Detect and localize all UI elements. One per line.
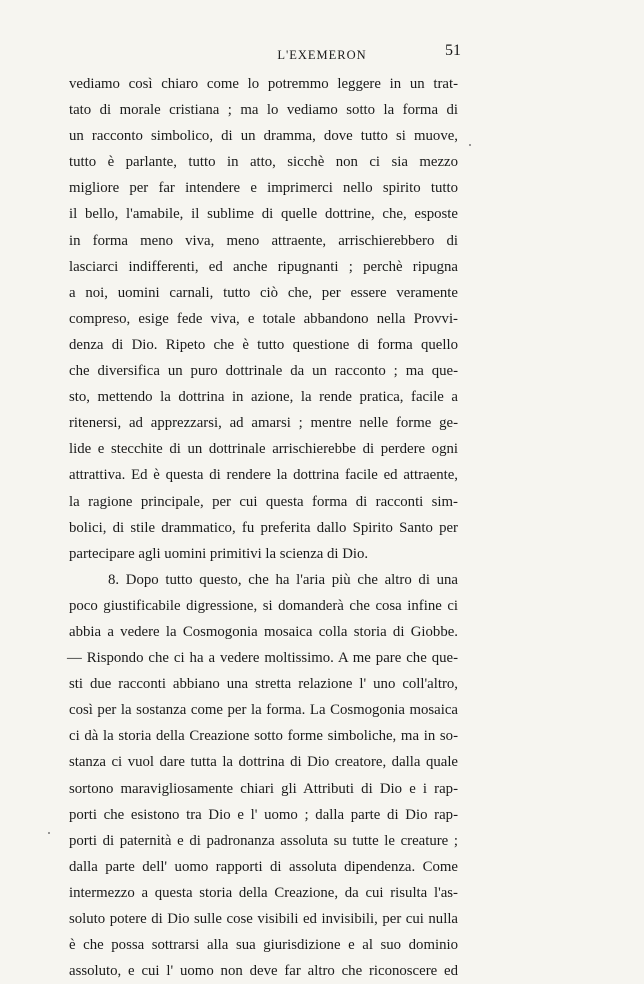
text-line: porti di paternità e di padronanza assoluta su tutte le creature ; — [69, 832, 458, 849]
text-line: assoluto, e cui l' uomo non deve far altro che riconoscere ed — [69, 963, 458, 980]
text-line: tato di morale cristiana ; ma lo vediamo sotto la forma di — [69, 102, 458, 119]
text-line: poco giustificabile digressione, si domanderà che cosa infine ci — [69, 597, 458, 614]
text-line: compreso, esige fede viva, e totale abbandono nella Provvi- — [69, 310, 458, 327]
paragraph-end-line: partecipare agli uomini primitivi la scienza di Dio. — [69, 545, 369, 562]
text-line: il bello, l'amabile, il sublime di quelle dottrine, che, esposte — [69, 206, 458, 223]
text-line: dalla parte dell' uomo rapporti di assoluta dipendenza. Come — [69, 858, 458, 875]
body-text — [69, 71, 458, 984]
text-line: un racconto simbolico, di un dramma, dove tutto si muove, — [69, 128, 458, 145]
text-line: migliore per far intendere e imprimerci nello spirito tutto — [69, 180, 458, 197]
text-line: intermezzo a questa storia della Creazione, da cui risulta l'as- — [69, 884, 458, 901]
print-speck — [48, 832, 50, 834]
running-title: L'EXEMERON — [277, 48, 367, 62]
text-line: sti due racconti abbiano una stretta relazione l' uno coll'altro, — [69, 676, 458, 693]
print-speck — [469, 144, 471, 146]
text-line: porti che esistono tra Dio e l' uomo ; dalla parte di Dio rap- — [69, 806, 458, 823]
page-number: 51 — [445, 42, 461, 59]
text-line: ci dà la storia della Creazione sotto forme simboliche, ma in so- — [69, 728, 458, 745]
text-line: la ragione principale, per cui questa forma di racconti sim- — [69, 493, 458, 510]
section-start-line: 8. Dopo tutto questo, che ha l'aria più che altro di una — [108, 571, 458, 588]
text-line: sortono maravigliosamente chiari gli Attributi di Dio e i rap- — [69, 780, 458, 797]
text-line: a noi, uomini carnali, tutto ciò che, per essere veramente — [69, 284, 458, 301]
text-line: che diversifica un puro dottrinale da un racconto ; ma que- — [69, 363, 458, 380]
text-line: abbia a vedere la Cosmogonia mosaica colla storia di Giobbe. — [69, 623, 458, 640]
text-line: bolici, di stile drammatico, fu preferita dallo Spirito Santo per — [69, 519, 458, 536]
text-line: così per la sostanza come per la forma. La Cosmogonia mosaica — [69, 702, 458, 719]
text-line: — Rispondo che ci ha a vedere moltissimo. A me pare che que- — [67, 650, 458, 667]
text-line: soluto potere di Dio sulle cose visibili ed invisibili, per cui nulla — [69, 911, 458, 927]
text-line: stanza ci vuol dare tutta la dottrina di Dio creatore, dalla quale — [69, 754, 458, 771]
text-line: in forma meno viva, meno attraente, arrischierebbero di — [69, 232, 458, 249]
text-line: vediamo così chiaro come lo potremmo leggere in un trat- — [69, 76, 458, 92]
text-line: ritenersi, ad apprezzarsi, ad amarsi ; mentre nelle forme ge- — [69, 415, 458, 432]
text-line: lasciarci indifferenti, ed anche ripugnanti ; perchè ripugna — [69, 258, 458, 275]
text-line: attrattiva. Ed è questa di rendere la dottrina facile ed attraente, — [69, 467, 458, 484]
text-line: lide e stecchite di un dottrinale arrischierebbe di perdere ogni — [69, 441, 458, 458]
text-line: è che possa sottrarsi alla sua giurisdizione e al suo dominio — [69, 937, 458, 954]
text-line: sto, mettendo la dottrina in azione, la rende pratica, facile a — [69, 389, 458, 406]
text-line: tutto è parlante, tutto in atto, sicchè non ci sia mezzo — [69, 154, 458, 171]
text-line: denza di Dio. Ripeto che è tutto questione di forma quello — [69, 336, 458, 353]
